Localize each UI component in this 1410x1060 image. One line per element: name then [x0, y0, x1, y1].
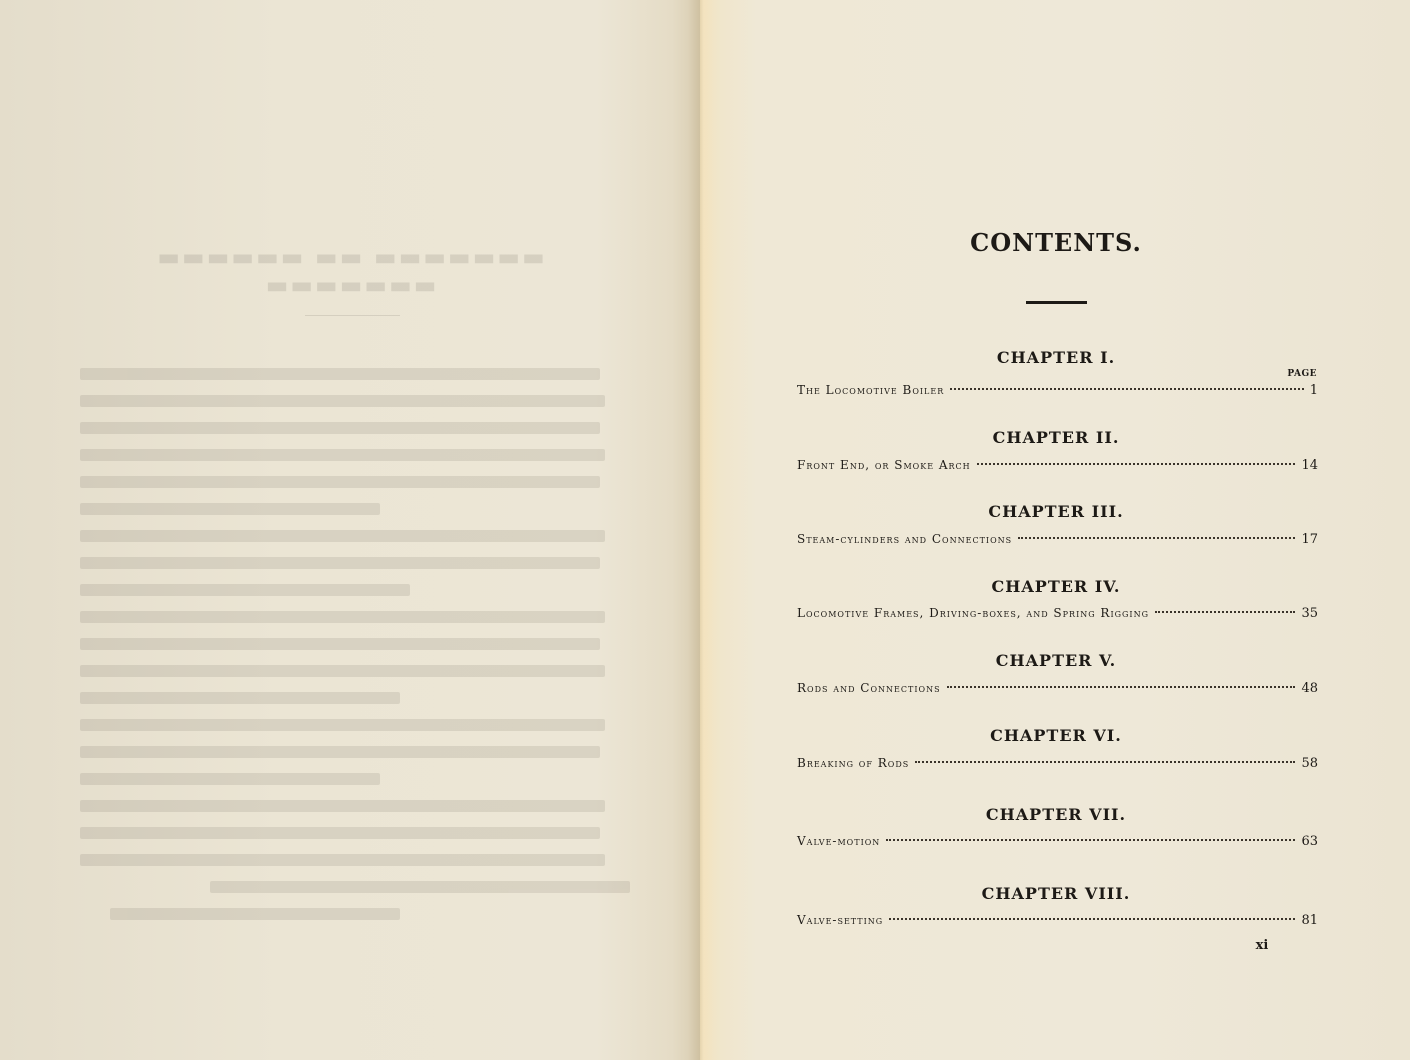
toc-entry-title: Front End, or Smoke Arch	[797, 458, 971, 472]
bleed-through-rule	[305, 315, 400, 316]
chapter-heading: CHAPTER IV.	[991, 577, 1121, 596]
dot-leader	[889, 918, 1295, 920]
chapter-heading: CHAPTER III.	[988, 502, 1124, 521]
bleed-through-line	[80, 854, 605, 866]
dot-leader	[1155, 611, 1295, 613]
left-page	[0, 0, 700, 1060]
toc-entry	[797, 834, 1318, 854]
chapter-heading: CHAPTER VII.	[985, 805, 1127, 824]
toc-entry	[797, 681, 1318, 701]
bleed-through-line	[80, 476, 600, 488]
toc-entry-title: Breaking of Rods	[797, 756, 910, 770]
bleed-through-line	[80, 719, 605, 731]
bleed-through-line	[80, 368, 600, 380]
toc-entry-title: The Locomotive Boiler	[797, 383, 945, 397]
bleed-through-line	[80, 557, 600, 569]
toc-page-number: 48	[1301, 681, 1318, 696]
chapter-heading: CHAPTER II.	[992, 428, 1120, 447]
toc-entry-title: Valve-setting	[797, 913, 884, 927]
bleed-through-line	[80, 530, 605, 542]
toc-entry-title: Steam-cylinders and Connections	[797, 532, 1013, 546]
page-column-label: PAGE	[1287, 369, 1317, 379]
bleed-through-line	[80, 665, 605, 677]
title-rule	[1026, 301, 1087, 304]
bleed-through-heading: ▬▬▬▬▬▬▬ ▬▬ ▬▬▬▬▬▬ ▬▬▬▬▬▬▬	[155, 243, 545, 299]
chapter-heading: CHAPTER VI.	[990, 726, 1122, 745]
bleed-through-line	[80, 395, 605, 407]
dot-leader	[886, 839, 1295, 841]
toc-page-number: 35	[1301, 606, 1318, 621]
bleed-through-line	[210, 881, 630, 893]
toc-page-number: 81	[1301, 913, 1318, 928]
bleed-through-line	[80, 503, 380, 515]
toc-entry-title: Locomotive Frames, Driving-boxes, and Spring Rigging	[797, 606, 1149, 620]
page-title: CONTENTS.	[970, 228, 1142, 257]
toc-page-number: 1	[1309, 383, 1318, 398]
bleed-through-line	[80, 827, 600, 839]
dot-leader	[950, 388, 1303, 390]
dot-leader	[977, 463, 1296, 465]
bleed-through-line	[80, 422, 600, 434]
toc-entry	[797, 458, 1318, 478]
bleed-through-line	[110, 908, 400, 920]
chapter-heading: CHAPTER I.	[996, 348, 1116, 367]
bleed-through-line	[80, 773, 380, 785]
bleed-through-line	[80, 800, 605, 812]
toc-entry	[797, 532, 1318, 552]
bleed-through-line	[80, 692, 400, 704]
dot-leader	[1018, 537, 1295, 539]
page-folio: xi	[1255, 938, 1269, 953]
bleed-through-line	[80, 746, 600, 758]
bleed-through-line	[80, 584, 410, 596]
toc-entry	[797, 606, 1318, 626]
toc-page-number: 17	[1301, 532, 1318, 547]
toc-entry	[797, 383, 1318, 403]
bleed-through-line	[80, 449, 605, 461]
toc-page-number: 58	[1301, 756, 1318, 771]
bleed-through-line	[80, 638, 600, 650]
chapter-heading: CHAPTER V.	[995, 651, 1117, 670]
toc-entry	[797, 913, 1318, 933]
dot-leader	[947, 686, 1296, 688]
toc-page-number: 63	[1301, 834, 1318, 849]
chapter-heading: CHAPTER VIII.	[981, 884, 1131, 903]
toc-entry	[797, 756, 1318, 776]
toc-entry-title: Rods and Connections	[797, 681, 941, 695]
toc-page-number: 14	[1301, 458, 1318, 473]
toc-entry-title: Valve-motion	[797, 834, 881, 848]
show-through-bleed	[0, 0, 700, 1060]
bleed-through-line	[80, 611, 605, 623]
dot-leader	[915, 761, 1295, 763]
